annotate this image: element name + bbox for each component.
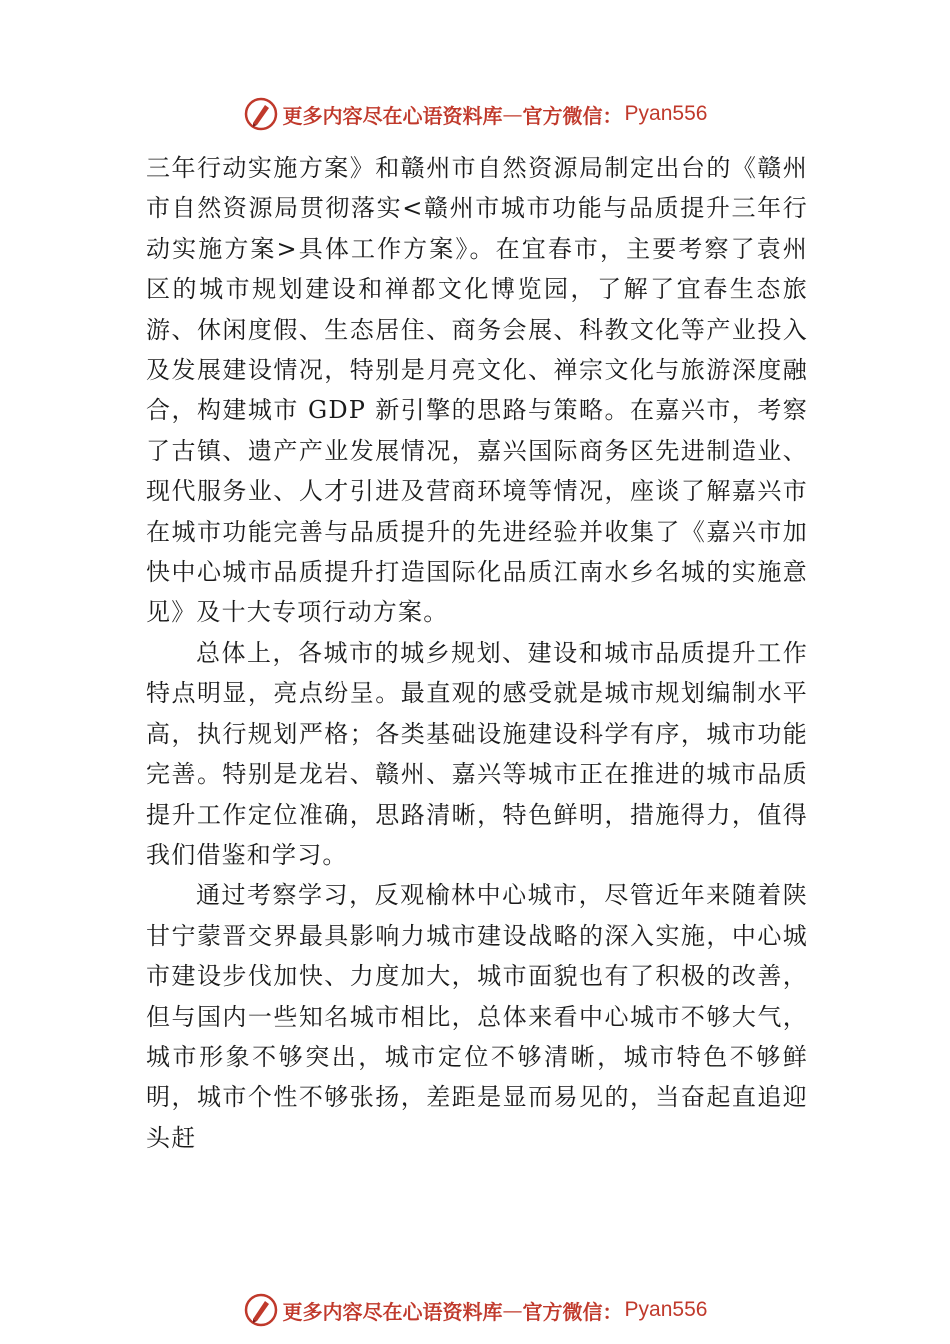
footer-watermark xyxy=(0,1290,950,1330)
paragraph: 三年行动实施方案》和赣州市自然资源局制定出台的《赣州市自然资源局贯彻落实<赣州市城市功能与品质提升三年行动实施方案>具体工作方案》。在宜春市，主要考察了袁州区的城市规划建设和禅都文化博览园，了解了宜春生态旅游、休闲度假、生态居住、商务会展、科教文化等产业投入及发展建设情况，特别是月亮文化、禅宗文化与旅游深度融合，构建城市 GDP 新引擎的思路与策略。在嘉兴市，考察了古镇、遗产产业发展情况，嘉兴国际商务区先进制造业、现代服务业、人才引进及营商环境等情况，座谈了解嘉兴市在城市功能完善与品质提升的先进经验并收集了《嘉兴市加快中心城市品质提升打造国际化品质江南水乡名城的实施意见》及十大专项行动方案。 xyxy=(146,154,808,627)
paragraph: 总体上，各城市的城乡规划、建设和城市品质提升工作特点明显，亮点纷呈。最直观的感受就是城市规划编制水平高，执行规划严格；各类基础设施建设科学有序，城市功能完善。特别是龙岩、赣州、嘉兴等城市正在推进的城市品质提升工作定位准确，思路清晰，特色鲜明，措施得力，值得我们借鉴和学习。 xyxy=(146,638,808,869)
quill-pen-icon xyxy=(243,96,279,132)
document-body xyxy=(146,148,808,1158)
banner-wechat-id: Pyan556 xyxy=(624,1298,708,1321)
header-watermark xyxy=(0,94,950,134)
banner-slogan: 更多内容尽在心语资料库 xyxy=(282,1299,503,1324)
banner-slogan: 更多内容尽在心语资料库 xyxy=(282,103,503,128)
banner-separator: — xyxy=(502,1298,523,1322)
banner-wechat-label: 官方微信： xyxy=(522,103,623,128)
paragraph: 通过考察学习，反观榆林中心城市，尽管近年来随着陕甘宁蒙晋交界最具影响力城市建设战略的深入实施，中心城市建设步伐加快、力度加大，城市面貌也有了积极的改善，但与国内一些知名城市相比，总体来看中心城市不够大气，城市形象不够突出，城市定位不够清晰，城市特色不够鲜明，城市个性不够张扬，差距是显而易见的，当奋起直追迎头赶 xyxy=(146,881,808,1152)
banner-wechat-id: Pyan556 xyxy=(624,102,708,125)
quill-pen-icon xyxy=(243,1292,279,1328)
banner-wechat-label: 官方微信： xyxy=(522,1299,623,1324)
banner-separator: — xyxy=(502,102,523,126)
